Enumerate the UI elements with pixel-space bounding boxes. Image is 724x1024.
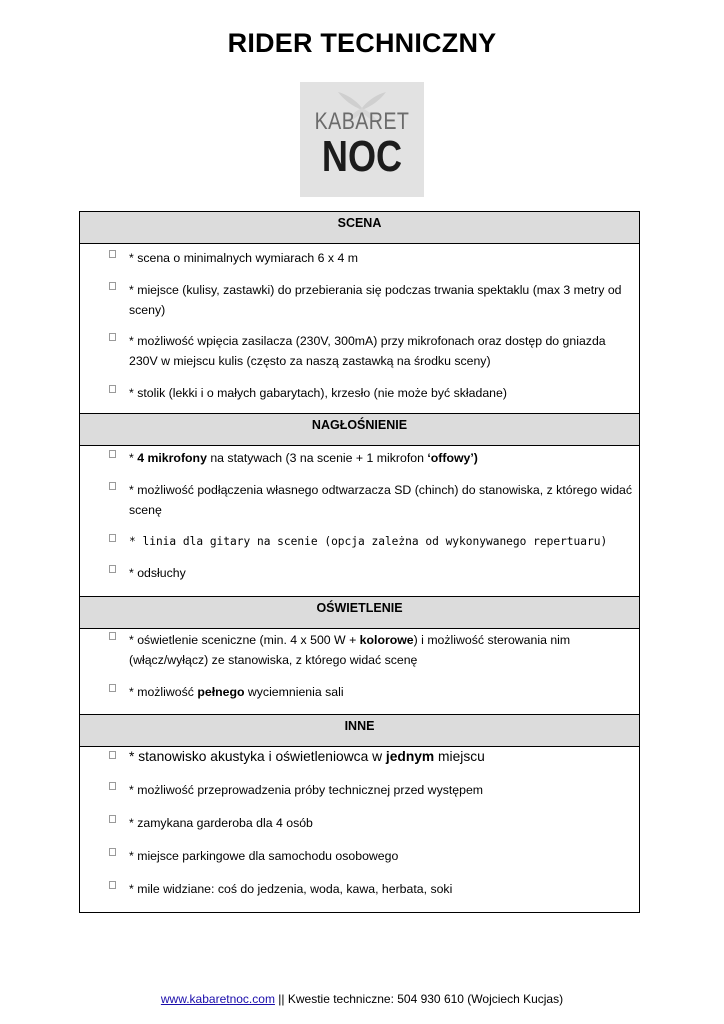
- kabaret-noc-logo: [300, 82, 424, 197]
- footer-contact: Kwestie techniczne: 504 930 610 (Wojciech Kucjas): [287, 992, 564, 1006]
- section-body-oswietlenie: [80, 629, 639, 715]
- section-body-inne: [80, 747, 639, 913]
- checkbox-icon: [109, 782, 116, 790]
- checkbox-icon: [109, 684, 116, 692]
- item-text: * linia dla gitary na scenie (opcja zależna od wykonywanego repertuaru): [129, 535, 608, 548]
- document-title: RIDER TECHNICZNY: [227, 28, 497, 58]
- item-text: * możliwość przeprowadzenia próby technicznej przed występem: [129, 783, 484, 797]
- checkbox-icon: [109, 534, 116, 542]
- item-text: * możliwość wpięcia zasilacza (230V, 300mA) przy mikrofonach oraz dostęp do gniazda 230V w miejscu kulis (często za naszą zastawką na środku sceny): [129, 334, 606, 368]
- checkbox-icon: [109, 385, 116, 393]
- checkbox-icon: [109, 482, 116, 490]
- item-text: * możliwość pełnego wyciemnienia sali: [129, 685, 344, 699]
- section-heading-inne: INNE: [80, 715, 639, 747]
- checkbox-icon: [109, 881, 116, 889]
- section-heading-oswietlenie: OŚWIETLENIE: [80, 597, 639, 629]
- item-text: * zamykana garderoba dla 4 osób: [129, 816, 313, 830]
- logo-line-kabaret: KABARET: [314, 108, 410, 135]
- checkbox-icon: [109, 751, 116, 759]
- checkbox-icon: [109, 333, 116, 341]
- website-link[interactable]: www.kabaretnoc.com: [160, 992, 275, 1006]
- section-body-naglosnienie: [80, 446, 639, 597]
- item-text: * scena o minimalnych wymiarach 6 x 4 m: [129, 251, 358, 265]
- item-text: * miejsce parkingowe dla samochodu osobowego: [129, 849, 399, 863]
- section-heading-scena: SCENA: [80, 212, 639, 244]
- section-heading-naglosnienie: NAGŁOŚNIENIE: [80, 414, 639, 446]
- checkbox-icon: [109, 632, 116, 640]
- logo-line-noc: NOC: [321, 132, 403, 181]
- item-text: * miejsce (kulisy, zastawki) do przebierania się podczas trwania spektaklu (max 3 metry od sceny): [129, 283, 622, 317]
- checkbox-icon: [109, 282, 116, 290]
- item-text: * mile widziane: coś do jedzenia, woda, kawa, herbata, soki: [129, 882, 453, 896]
- item-text: * możliwość podłączenia własnego odtwarzacza SD (chinch) do stanowiska, z którego widać scenę: [129, 483, 633, 517]
- section-body-scena: [80, 244, 639, 414]
- footer-separator: ||: [274, 992, 288, 1006]
- rider-table: [79, 211, 640, 913]
- checkbox-icon: [109, 815, 116, 823]
- checkbox-icon: [109, 250, 116, 258]
- item-text: * stolik (lekki i o małych gabarytach), krzesło (nie może być składane): [129, 386, 507, 400]
- checkbox-icon: [109, 565, 116, 573]
- page-footer: [0, 992, 724, 1006]
- item-text: * odsłuchy: [129, 566, 186, 580]
- checkbox-icon: [109, 848, 116, 856]
- item-text: * oświetlenie sceniczne (min. 4 x 500 W + kolorowe) i możliwość sterowania nim (włącz/wyłącz) ze stanowiska, z którego widać scenę: [129, 633, 571, 667]
- item-text: * 4 mikrofony na statywach (3 na scenie + 1 mikrofon ‘offowy’): [129, 451, 478, 465]
- item-text: * stanowisko akustyka i oświetleniowca w jednym miejscu: [129, 749, 485, 764]
- checkbox-icon: [109, 450, 116, 458]
